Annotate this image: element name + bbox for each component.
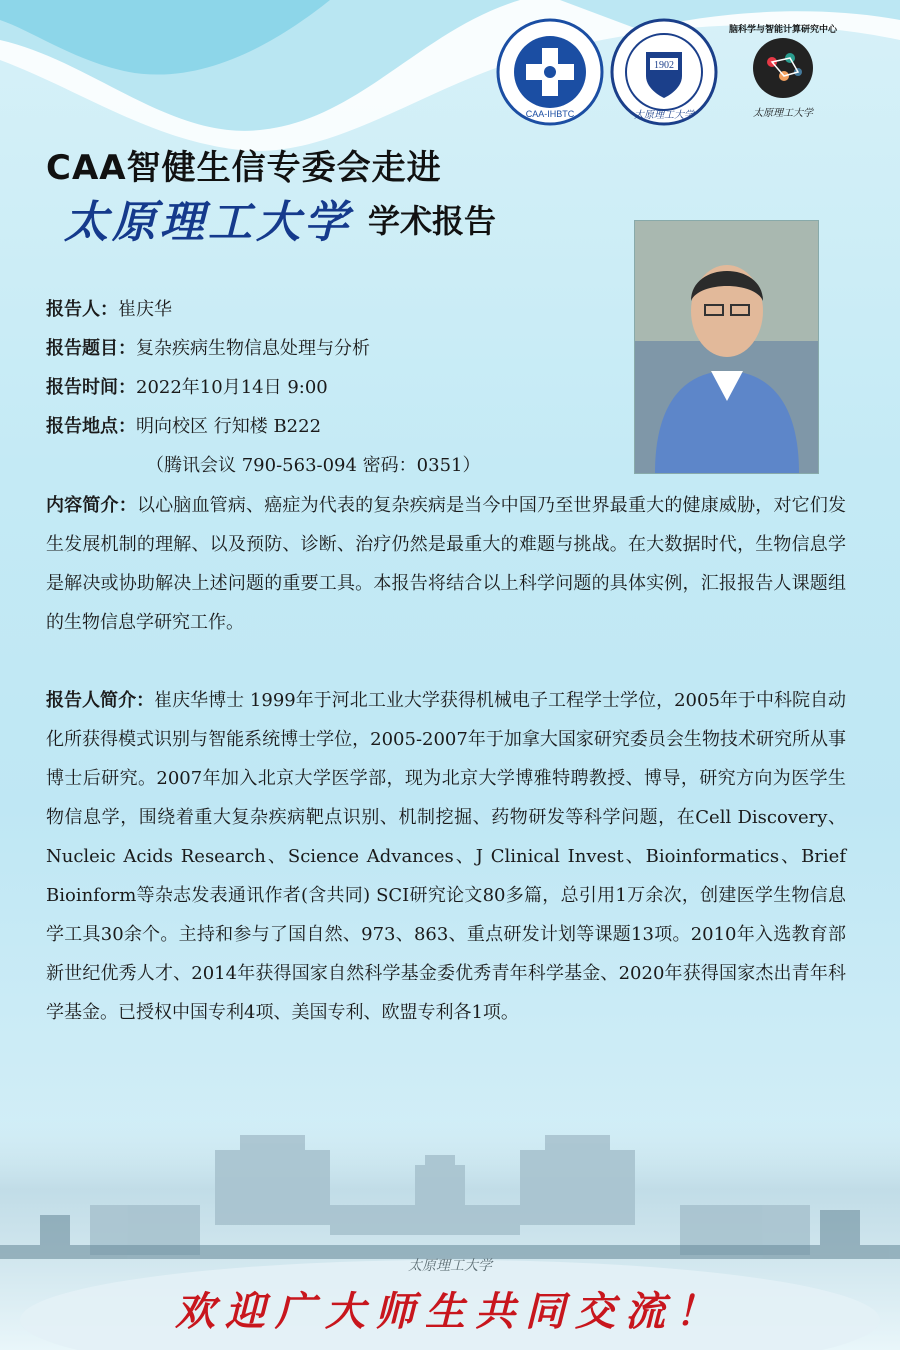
bio-text: 崔庆华博士 1999年于河北工业大学获得机械电子工程学士学位，2005年于中科院自动化所获得模式识别与智能系统博士学位，2005-2007年于加拿大国家研究委员会生物技术研究所从事博士后研究。2007年加入北京大学医学部，现为北京大学博雅特聘教授、博导，研究方向为医学生物信息学，围绕着重大复杂疾病靶点识别、机制挖掘、药物研发等科学问题，在Cell Discovery、Nucleic Acids Research、Science Advances、J Clinical Invest、Bioinformatics、Brief Bioinform等杂志发表通讯作者(含共同) SCI研究论文80多篇，总引用1万余次，创建医学生物信息学工具30余个。主持和参与了国自然、973、863、重点研发计划等课题13项。2010年入选教育部新世纪优秀人才、2014年获得国家自然科学基金委优秀青年科学基金、2020年获得国家杰出青年科学基金。已授权中国专利4项、美国专利、欧盟专利各1项。 [46, 690, 847, 1023]
summary-text: 以心脑血管病、癌症为代表的复杂疾病是当今中国乃至世界最重大的健康威胁，对它们发生发展机制的理解、以及预防、诊断、治疗仍然是最重大的难题与挑战。在大数据时代，生物信息学是解决或协助解决上述问题的重要工具。本报告将结合以上科学问题的具体实例，汇报报告人课题组的生物信息学研究工作。 [46, 495, 847, 633]
speaker-portrait-icon [635, 221, 818, 473]
report-title: 学术报告 [368, 202, 497, 240]
time-label: 报告时间： [46, 377, 136, 398]
speaker-name: 崔庆华 [118, 299, 172, 320]
medical-cross-emblem-icon [496, 18, 604, 126]
speaker-bio [46, 681, 846, 1032]
university-calligraphy-title: 太原理工大学 [64, 197, 352, 248]
speaker-photo [634, 220, 819, 474]
poster-title-line1: CAA智健生信专委会走进 [46, 148, 442, 188]
welcome-slogan: 欢迎广大师生共同交流！ [175, 1288, 725, 1335]
brain-circuit-emblem-icon [728, 18, 838, 128]
topic-value: 复杂疾病生物信息处理与分析 [136, 338, 370, 359]
logo3-title: 脑科学与智能计算研究中心 [728, 25, 838, 35]
place-value: 明向校区 行知楼 B222 [136, 416, 322, 437]
logo2-year: 1902 [654, 60, 674, 71]
summary-label: 内容简介： [46, 495, 137, 516]
topic-label: 报告题目： [46, 338, 136, 359]
bio-label: 报告人简介： [46, 690, 155, 711]
speaker-row [46, 290, 626, 329]
time-row [46, 368, 626, 407]
campus-sign-text: 太原理工大学 [408, 1258, 492, 1274]
meeting-row: （腾讯会议 790-563-094 密码：0351） [146, 455, 481, 476]
speaker-label: 报告人： [46, 299, 118, 320]
logo-group [492, 18, 892, 138]
place-row [46, 407, 626, 446]
content-summary [46, 486, 846, 642]
topic-row [46, 329, 626, 368]
time-value: 2022年10月14日 9:00 [136, 377, 328, 398]
report-info [46, 290, 626, 485]
university-shield-emblem-icon [610, 18, 718, 126]
logo2-calligraphy: 太原理工大学 [634, 110, 694, 121]
logo1-abbr: CAA-IHBTC [525, 109, 575, 119]
logo3-calligraphy: 太原理工大学 [753, 108, 813, 119]
place-label: 报告地点： [46, 416, 136, 437]
